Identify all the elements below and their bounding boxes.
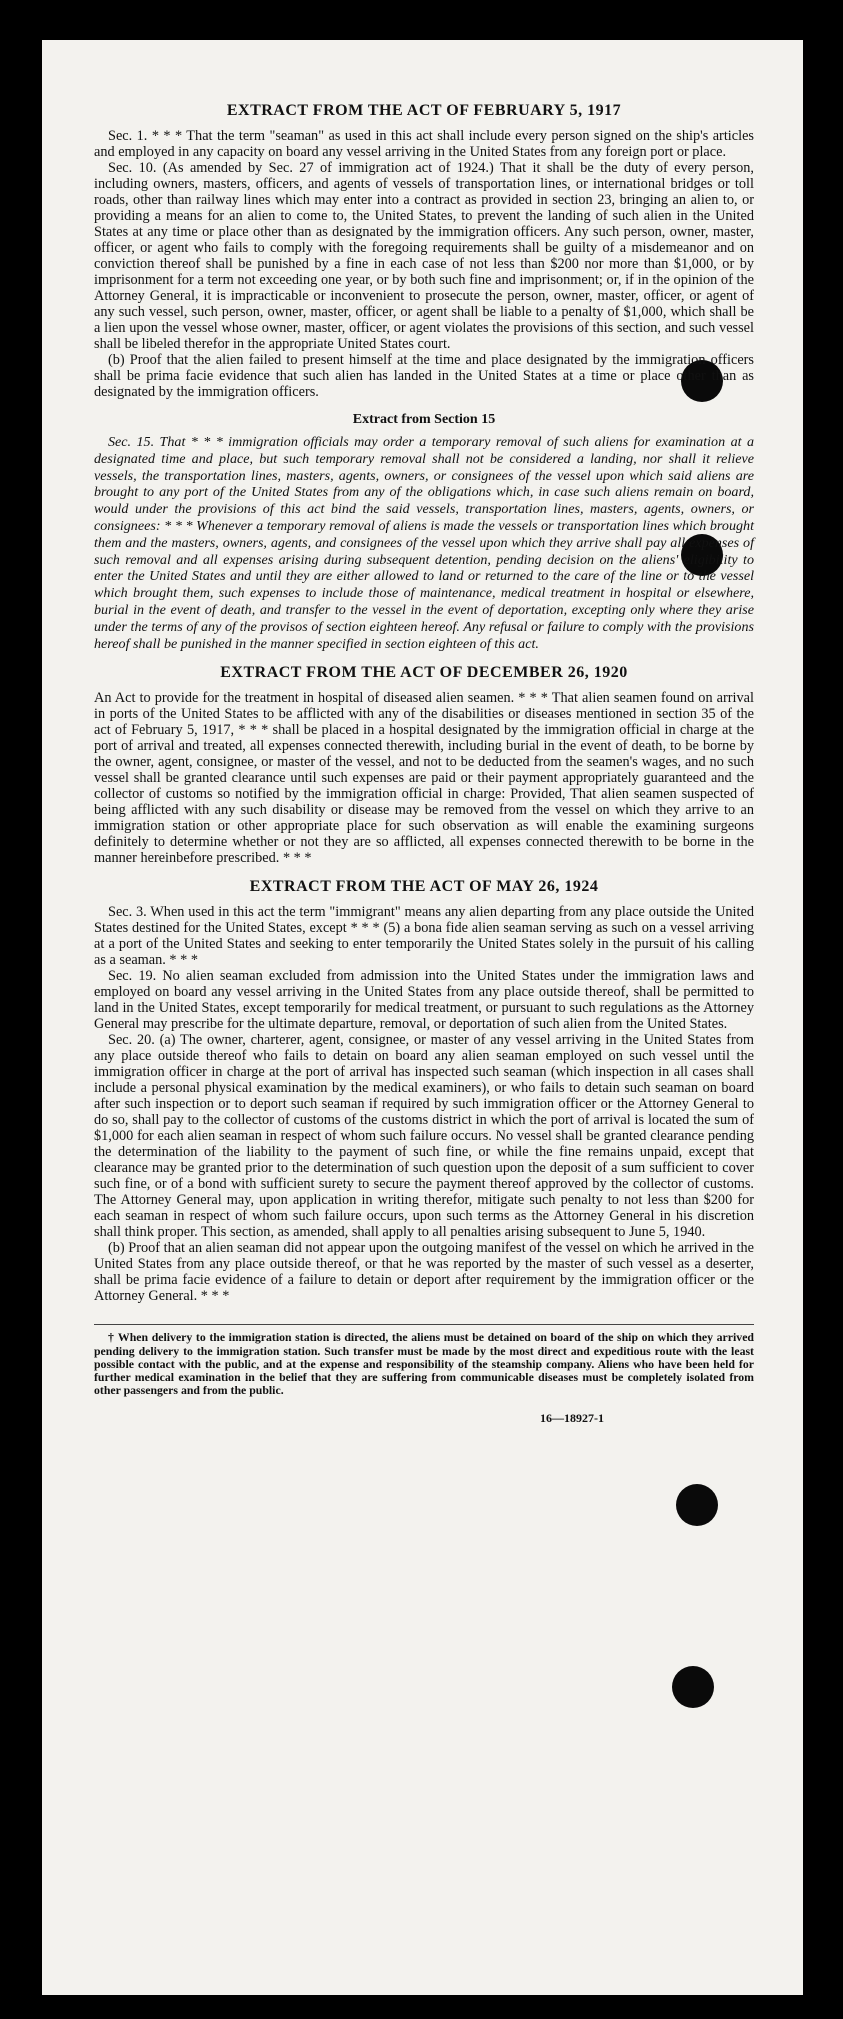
paragraph: Sec. 3. When used in this act the term "immigrant" means any alien departing from any place outside the United States destined for the United States, except * * * (5) a bona fide alien seaman serving as such on a vessel arriving at a port of the United States and seeking to enter temporarily the United States solely in the pursuit of his calling as a seaman. * * * — [94, 904, 754, 969]
paragraph: An Act to provide for the treatment in hospital of diseased alien seamen. * * * That alien seamen found on arrival in ports of the United States to be afflicted with any of the disabilities or diseases mentioned in section 35 of the act of February 5, 1917, * * * shall be placed in a hospital designated by the immigration official in charge at the port of arrival and treated, all expenses connected therewith, including burial in the event of death, to be borne by the owner, agent, consignee, or master of the vessel, and not to be deducted from the seamen's wages, and no such vessel shall be granted clearance until such expenses are paid or their payment appropriately guaranteed and the collector of customs so notified by the immigration official in charge: Provided, That alien seamen suspected of being afflicted with any such disability or disease may be removed from the vessel on which they arrive to an immigration station or other appropriate place for such observation as will enable the examining surgeons definitely to determine whether or not they are so afflicted, all expenses connected therewith to be borne in the manner hereinbefore prescribed. * * * — [94, 690, 754, 867]
footnote — [94, 1324, 754, 1397]
footnote-text: † When delivery to the immigration station is directed, the aliens must be detained on board of the ship on which they arrived pending delivery to the immigration station. Such transfer must be made by the most direct and expeditious route with the least possible contact with the public, and at the expense and responsibility of the steamship company. Aliens who have been held for further medical examination in the belief that they are suffering from communicable diseases must be completely isolated from other passengers and from the public. — [94, 1330, 754, 1398]
section-act-1917 — [94, 102, 754, 400]
punch-hole — [676, 1484, 718, 1526]
document-body — [94, 102, 754, 1426]
paragraph: Sec. 1. * * * That the term "seaman" as used in this act shall include every person signed on the ship's articles and employed in any capacity on board any vessel arriving in the United States from any foreign port or place. — [94, 128, 754, 160]
section-act-1924 — [94, 878, 754, 1304]
paragraph: Sec. 19. No alien seaman excluded from admission into the United States under the immigration laws and employed on board any vessel arriving in the United States from any place outside thereof, shall be permitted to land in the United States, except temporarily for medical treatment, or pursuant to such regulations as the Attorney General may prescribe for the ultimate departure, removal, or deportation of such alien from the United States. — [94, 968, 754, 1033]
paragraph: Sec. 20. (a) The owner, charterer, agent, consignee, or master of any vessel arriving in the United States from any place outside thereof who fails to detain on board any alien seaman employed on such vessel until the immigration officer in charge at the port of arrival has inspected such seaman (which inspection in all cases shall include a personal physical examination by the medical examiners), or who fails to detain such seaman on board after such inspection or to deport such seaman if required by such immigration officer or the Attorney General to do so, shall pay to the collector of customs of the customs district in which the port of arrival is located the sum of $1,000 for each alien seaman in respect of whom such failure occurs. No vessel shall be granted clearance pending the determination of the liability to the payment of such fine, or while the fine remains unpaid, except that clearance may be granted prior to the determination of such question upon the deposit of a sum sufficient to cover such fine, or of a bond with sufficient surety to secure the payment thereof approved by the collector of customs. The Attorney General may, upon application in writing therefor, mitigate such penalty to not less than $200 for each seaman in respect of whom such failure occurs, upon such terms as the Attorney General in his discretion shall think proper. This section, as amended, shall apply to all penalties arising subsequent to June 5, 1940. — [94, 1032, 754, 1241]
heading-act-1917: EXTRACT FROM THE ACT OF FEBRUARY 5, 1917 — [226, 102, 622, 119]
paragraph: Sec. 10. (As amended by Sec. 27 of immigration act of 1924.) That it shall be the duty of every person, including owners, masters, officers, and agents of vessels of transportation lines, or international bridges or toll roads, other than railway lines which may enter into a contract as provided in section 23, bringing an alien to, or providing a means for an alien to come to, the United States, to prevent the landing of such alien in the United States at any time or place other than as designated by the immigration officers. Any such person, owner, master, officer, or agent who fails to comply with the foregoing requirements shall be guilty of a misdemeanor and on conviction thereof shall be punished by a fine in each case of not less than $200 nor more than $1,000, or by imprisonment for a term not exceeding one year, or by both such fine and imprisonment; or, if in the opinion of the Attorney General, it is impracticable or inconvenient to prosecute the person, owner, master, officer, or agent of any such vessel, such person, owner, master, officer, or agent shall be liable to a penalty of $1,000, which shall be a lien upon the vessel whose owner, master, officer, or agent violates the provisions of this section, and such vessel shall be libeled therefor in the appropriate United States court. — [94, 160, 754, 352]
form-number: 16—18927-1 — [540, 1411, 604, 1426]
section-15 — [94, 412, 754, 652]
heading-section-15: Extract from Section 15 — [352, 412, 496, 427]
section-act-1920 — [94, 664, 754, 866]
heading-act-1920: EXTRACT FROM THE ACT OF DECEMBER 26, 1920 — [220, 664, 628, 682]
paragraph: (b) Proof that an alien seaman did not appear upon the outgoing manifest of the vessel on which he arrived in the United States from any place outside thereof, or that he was reported by the master of such vessel as a deserter, shall be prima facie evidence of a failure to detain or deport after requirement by the immigration officer or the Attorney General. * * * — [94, 1240, 754, 1305]
document-page — [42, 40, 803, 1995]
paragraph: Sec. 15. That * * * immigration officials may order a temporary removal of such aliens for examination at a designated time and place, but such temporary removal shall not be considered a landing, nor shall it relieve vessels, the transportation lines, masters, agents, owners, or consignees of the vessel upon which said aliens are brought to any port of the United States from any of the obligations which, in case such aliens remain on board, would under the provisions of this act bind the said vessels, transportation lines, masters, agents, owners, or consignees: * * * Whenever a temporary removal of aliens is made the vessels or transportation lines which brought them and the masters, owners, agents, and consignees of the vessel upon which they arrive shall pay all expenses of such removal and all expenses arising during subsequent detention, pending decision on the aliens' eligibility to enter the United States and until they are either allowed to land or returned to the care of the line or to the vessel which brought them, such expenses to include those of maintenance, medical treatment in hospital or elsewhere, burial in the event of death, and transfer to the vessel in the event of deportation, excepting only where they arise under the terms of any of the provisos of section eighteen hereof. Any refusal or failure to comply with the provisions hereof shall be punished in the manner specified in section eighteen of this act. — [94, 434, 754, 652]
heading-act-1924: EXTRACT FROM THE ACT OF MAY 26, 1924 — [249, 878, 599, 896]
punch-hole — [672, 1666, 714, 1708]
paragraph: (b) Proof that the alien failed to present himself at the time and place designated by the immigration officers shall be prima facie evidence that such alien has landed in the United States at a time or place other than as designated by the immigration officers. — [94, 352, 754, 400]
